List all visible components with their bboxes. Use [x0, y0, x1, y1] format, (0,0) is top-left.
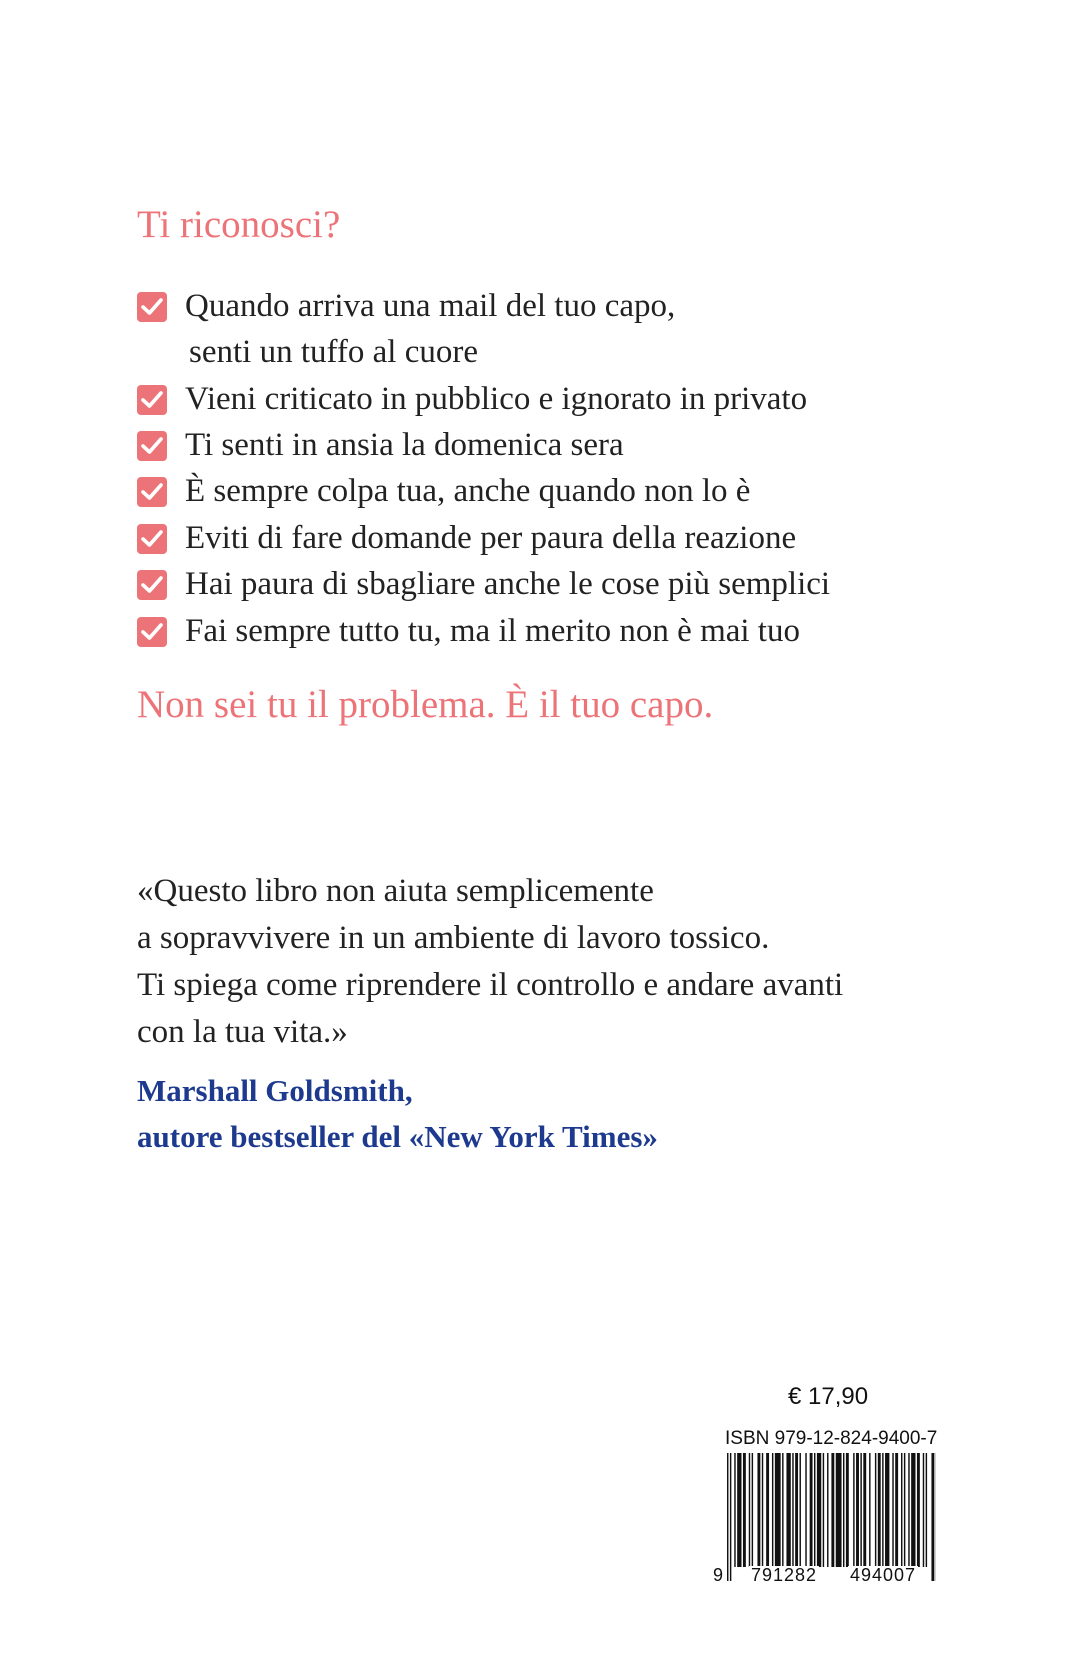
- claim-tagline: Non sei tu il problema. È il tuo capo.: [137, 683, 714, 726]
- quote-attribution: [137, 1068, 658, 1160]
- author-description: autore bestseller del «New York Times»: [137, 1119, 658, 1154]
- isbn-label: ISBN 979-12-824-9400-7: [725, 1428, 938, 1449]
- checklist-item-text: Vieni criticato in pubblico e ignorato in privato: [185, 381, 808, 417]
- checkbox-checked-icon: [137, 431, 167, 461]
- checkbox-checked-icon: [137, 292, 167, 322]
- barcode-digit-first: 9: [713, 1565, 724, 1585]
- checkbox-checked-icon: [137, 477, 167, 507]
- quote-line: «Questo libro non aiuta semplicemente: [137, 873, 654, 909]
- checklist-item-text: È sempre colpa tua, anche quando non lo è: [185, 473, 751, 509]
- quote-line: con la tua vita.»: [137, 1014, 348, 1050]
- checklist: [137, 0, 957, 700]
- barcode-digits-left: 791282: [751, 1565, 818, 1585]
- barcode-bars: [725, 1453, 940, 1583]
- price-label: € 17,90: [788, 1383, 869, 1410]
- checkbox-checked-icon: [137, 570, 167, 600]
- checklist-item-continuation: senti un tuffo al cuore: [189, 334, 478, 370]
- checklist-item-text: Hai paura di sbagliare anche le cose più semplici: [185, 566, 831, 602]
- checkbox-checked-icon: [137, 617, 167, 647]
- checklist-item-text: Quando arriva una mail del tuo capo,: [185, 288, 676, 324]
- quote-line: a sopravvivere in un ambiente di lavoro tossico.: [137, 920, 770, 956]
- author-name: Marshall Goldsmith,: [137, 1073, 413, 1108]
- checklist-item-text: Ti senti in ansia la domenica sera: [185, 427, 624, 463]
- quote-line: Ti spiega come riprendere il controllo e andare avanti: [137, 967, 844, 1003]
- barcode: [713, 1453, 940, 1585]
- checkbox-checked-icon: [137, 524, 167, 554]
- section-heading: Ti riconosci?: [137, 203, 341, 246]
- checkbox-checked-icon: [137, 385, 167, 415]
- checklist-item-text: Fai sempre tutto tu, ma il merito non è mai tuo: [185, 613, 800, 649]
- barcode-digits-right: 494007: [850, 1565, 917, 1585]
- blurb-quote: [137, 868, 843, 1056]
- checklist-item-text: Eviti di fare domande per paura della reazione: [185, 520, 797, 556]
